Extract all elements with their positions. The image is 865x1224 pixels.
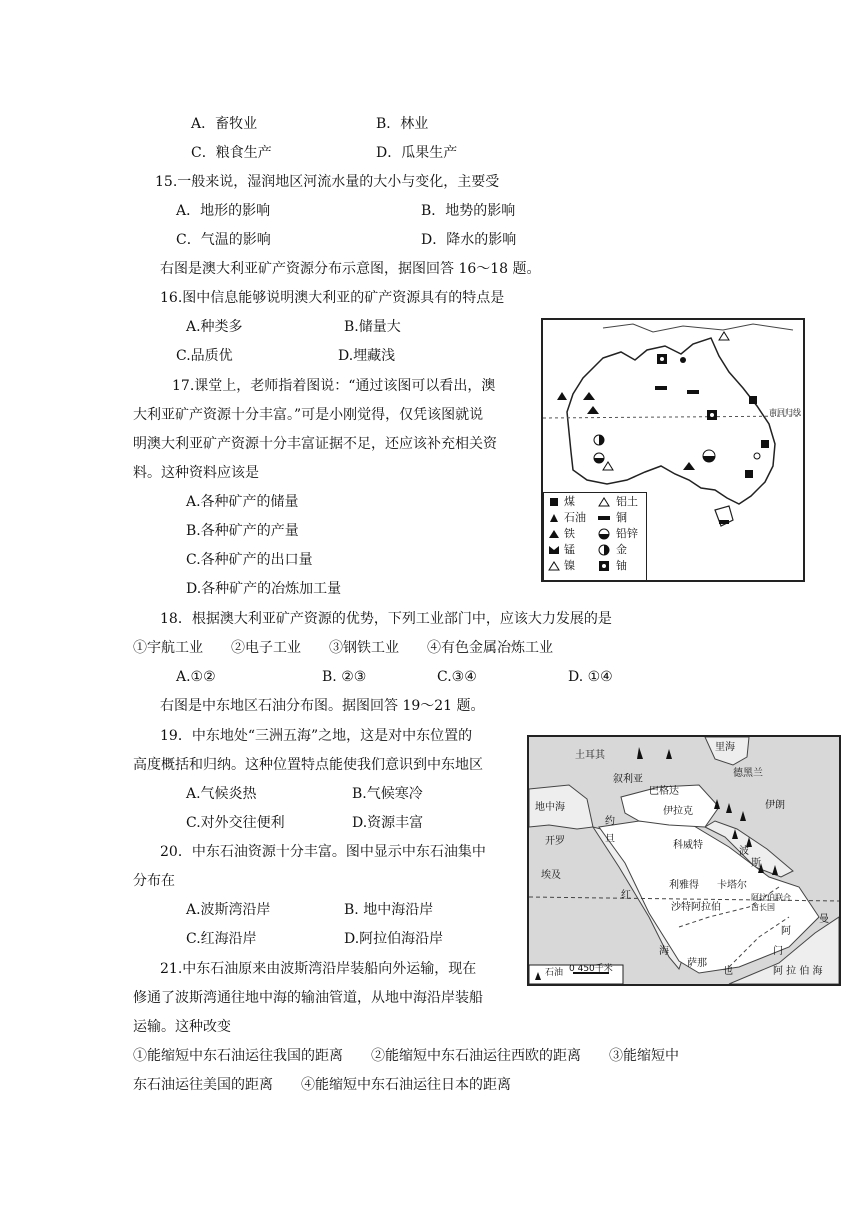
q14-option-b: B．林业: [376, 116, 429, 132]
coal-symbol: [761, 440, 769, 448]
q16-option-c: C.品质优: [176, 348, 233, 364]
intro-19-21: 右图是中东地区石油分布图。据图回答 19～21 题。: [160, 698, 485, 714]
q17-line1: 17.课堂上，老师指着图说：“通过该图可以看出，澳: [172, 378, 496, 394]
q15-option-c: C．气温的影响: [176, 232, 271, 248]
q18-option-a: A.①②: [176, 669, 216, 685]
legend-manganese: 锰: [564, 543, 575, 556]
q16-option-a: A.种类多: [186, 319, 243, 335]
q15-option-a: A．地形的影响: [176, 203, 271, 219]
legend-oil: 石油: [564, 511, 586, 524]
q15-stem: 15.一般来说，湿润地区河流水量的大小与变化，主要受: [155, 174, 500, 190]
q14-option-d: D．瓜果生产: [376, 145, 458, 161]
intro-16-18: 右图是澳大利亚矿产资源分布示意图，据图回答 16～18 题。: [160, 261, 541, 277]
q15-option-b: B．地势的影响: [421, 203, 516, 219]
legend-gold: 金: [616, 543, 627, 556]
q16-stem: 16.图中信息能够说明澳大利亚的矿产资源具有的特点是: [160, 290, 505, 306]
oil-symbol: [557, 392, 567, 400]
label-saudi: 沙特阿拉伯: [671, 902, 721, 913]
label-sanaa: 萨那: [687, 958, 707, 969]
label-iran: 伊朗: [765, 800, 785, 811]
q15-option-d: D．降水的影响: [421, 232, 517, 248]
australia-legend: [543, 492, 647, 582]
q19-option-c: C.对外交往便利: [186, 815, 285, 831]
mideast-map-svg: [529, 737, 839, 984]
mideast-oil-map: [527, 735, 841, 986]
q20-option-a: A.波斯湾沿岸: [186, 902, 271, 918]
q19-line1: 19．中东地处“三洲五海”之地，这是对中东位置的: [160, 728, 473, 744]
tropic-label: 南回归线: [769, 408, 801, 417]
label-ye: 也: [723, 966, 733, 977]
label-oman: 曼: [819, 914, 829, 925]
q17-option-c: C.各种矿产的出口量: [186, 552, 313, 568]
q18-option-c: C.③④: [437, 669, 477, 685]
location-dot: [680, 357, 686, 363]
label-gulf-bo: 波: [739, 846, 749, 857]
label-egypt: 埃及: [541, 870, 561, 881]
q21-line4: ①能缩短中东石油运往我国的距离 ②能缩短中东石油运往西欧的距离 ③能缩短中: [133, 1048, 679, 1064]
label-uae: 阿拉伯联合酋长国: [751, 893, 791, 912]
legend-oil-label: 石油: [545, 968, 564, 978]
label-tehran: 德黑兰: [733, 768, 763, 779]
q20-option-d: D.阿拉伯海沿岸: [344, 931, 444, 947]
label-jordan: 约旦: [605, 816, 615, 845]
legend-iron: 铁: [564, 527, 575, 540]
label-mediterranean: 地中海: [535, 802, 565, 813]
copper-symbol: [719, 520, 729, 524]
q21-line3: 运输。这种改变: [133, 1019, 231, 1035]
label-red: 红: [621, 890, 631, 901]
gold-symbol: [754, 453, 760, 459]
coal-symbol: [745, 470, 753, 478]
q20-option-c: C.红海沿岸: [186, 931, 257, 947]
northern-coastline: [603, 324, 793, 332]
label-caspian: 里海: [715, 742, 735, 753]
copper-symbol: [687, 390, 699, 394]
legend-leadzinc: 铅锌: [616, 527, 638, 540]
q20-line1: 20．中东石油资源十分丰富。图中显示中东石油集中: [160, 844, 486, 860]
legend-uranium: 铀: [616, 559, 627, 572]
q20-line2: 分布在: [133, 873, 175, 889]
label-riyadh: 利雅得: [669, 880, 699, 891]
legend-bauxite: 铝土: [616, 495, 638, 508]
q18-items: ①宇航工业 ②电子工业 ③钢铁工业 ④有色金属冶炼工业: [133, 640, 553, 656]
label-iraq: 伊拉克: [663, 806, 693, 817]
legend-nickel: 镍: [564, 559, 575, 572]
q21-line1: 21.中东石油原来由波斯湾沿岸装船向外运输，现在: [160, 961, 477, 977]
q17-option-a: A.各种矿产的储量: [186, 494, 299, 510]
q16-option-d: D.埋藏浅: [338, 348, 396, 364]
label-syria: 叙利亚: [613, 774, 643, 785]
q18-option-b: B. ②③: [322, 669, 367, 685]
label-men: 门: [773, 946, 783, 957]
q18-stem: 18．根据澳大利亚矿产资源的优势，下列工业部门中，应该大力发展的是: [160, 611, 612, 627]
label-baghdad: 巴格达: [649, 786, 679, 797]
q17-line2: 大利亚矿产资源十分丰富。”可是小刚觉得，仅凭该图就说: [133, 407, 484, 423]
q16-option-b: B.储量大: [344, 319, 401, 335]
label-turkey: 土耳其: [575, 750, 605, 761]
q14-option-a: A．畜牧业: [191, 116, 258, 132]
q17-line3: 明澳大利亚矿产资源十分丰富证据不足，还应该补充相关资: [133, 436, 497, 452]
q17-option-b: B.各种矿产的产量: [186, 523, 299, 539]
label-arabian-sea: 阿 拉 伯 海: [773, 966, 823, 977]
q19-option-d: D.资源丰富: [352, 815, 424, 831]
q19-line2: 高度概括和归纳。这种位置特点能使我们意识到中东地区: [133, 757, 483, 773]
label-a: 阿: [781, 926, 791, 937]
label-cairo: 开罗: [545, 836, 565, 847]
label-qatar: 卡塔尔: [717, 880, 747, 891]
label-gulf-si: 斯: [751, 858, 761, 869]
q21-line2: 修通了波斯湾通往地中海的输油管道，从地中海沿岸装船: [133, 990, 483, 1006]
copper-symbol: [655, 386, 667, 390]
legend-symbols: [544, 493, 646, 581]
q17-line4: 料。这种资料应该是: [133, 465, 259, 481]
q19-option-a: A.气候炎热: [186, 786, 257, 802]
q14-option-c: C．粮食生产: [191, 145, 272, 161]
legend-coal: 煤: [564, 495, 575, 508]
coal-symbol: [749, 396, 757, 404]
legend-copper: 铜: [616, 511, 627, 524]
australia-mineral-map: [541, 318, 805, 582]
q19-option-b: B.气候寒冷: [352, 786, 423, 802]
q17-option-d: D.各种矿产的冶炼加工量: [186, 581, 342, 597]
label-kuwait: 科威特: [673, 840, 703, 851]
q21-line5: 东石油运往美国的距离 ④能缩短中东石油运往日本的距离: [133, 1077, 511, 1093]
q20-option-b: B. 地中海沿岸: [344, 902, 434, 918]
q18-option-d: D. ①④: [568, 669, 613, 685]
label-sea: 海: [659, 946, 669, 957]
scale-label: 0 450千米: [569, 964, 613, 974]
bauxite-symbol: [719, 332, 729, 340]
